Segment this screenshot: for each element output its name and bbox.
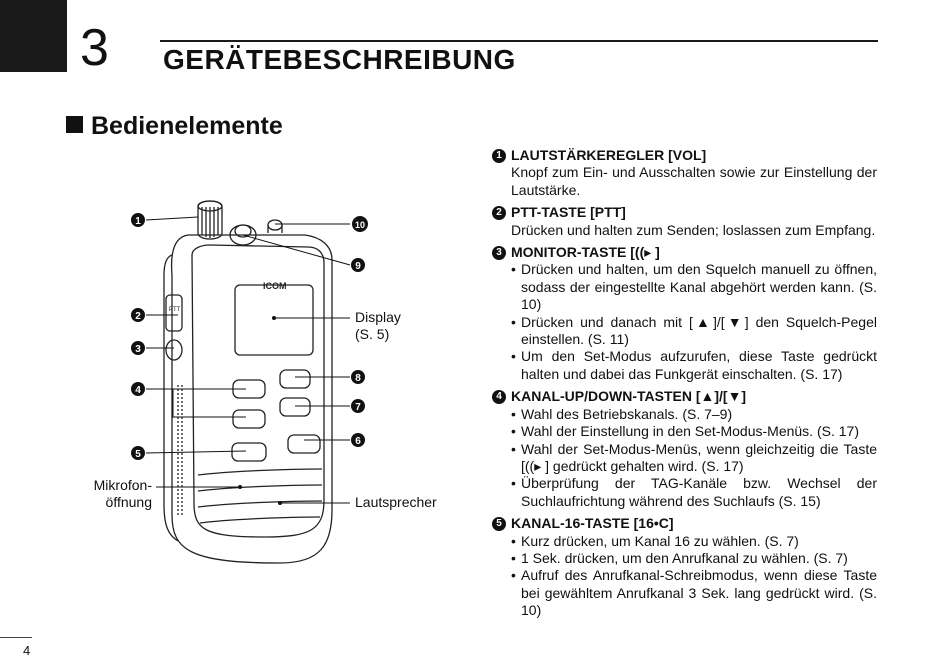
bullet-text: Wahl des Betriebskanals. (S. 7–9) [521,405,733,422]
speaker-grille-4 [200,517,320,523]
button-right-1 [280,370,310,388]
callout-3-text: 3 [135,344,141,355]
channel-knob [268,220,282,230]
callout-2-text: 2 [135,311,141,322]
item-title: MONITOR-TASTE [((▸ ] [511,244,660,261]
page-rule [0,637,32,638]
item-ptt [492,204,877,239]
ptt-text: PTT [169,307,181,313]
list-item: • Um den Set-Modus aufzurufen, diese Taste gedrückt halten und dabei das Funkgerät einschalten. (S. 17) [511,348,877,382]
bullet-text: 1 Sek. drücken, um den Anrufkanal zu wählen. (S. 7) [521,549,848,566]
item-number: 5 [492,517,506,531]
item-number: 2 [492,206,506,220]
list-item: • Wahl des Betriebskanals. (S. 7–9) [492,406,877,423]
list-item: • Überprüfung der TAG-Kanäle bzw. Wechsel der Suchlaufrichtung während des Suchlaufs (S. 15) [511,475,877,509]
ch16-button [232,443,266,461]
bullet-text: Um den Set-Modus aufzurufen, diese Taste gedrückt halten und dabei das Funkgerät einschalten. (S. 17) [521,348,877,382]
page-number: 4 [23,643,31,658]
item-desc: Drücken und halten zum Senden; loslassen zum Empfang. [511,221,876,238]
bullet-text: Drücken und danach mit [▲]/[▼] den Squelch-Pegel einstellen. (S. 11) [521,313,877,348]
speaker-grille-2 [198,485,322,491]
button-right-3 [288,435,320,453]
callout-8-text: 8 [355,373,361,384]
radio-figure [80,185,450,585]
item-monitor [492,244,877,383]
list-item: • 1 Sek. drücken, um den Anrufkanal zu wählen. (S. 7) [492,550,877,567]
bullet-text: Aufruf des Anrufkanal-Schreibmodus, wenn diese Taste bei gewähltem Anrufkanal 3 Sek. lang gedrückt wird. (S. 10) [521,567,877,619]
chapter-rule [160,40,878,42]
item-desc: Knopf zum Ein- und Ausschalten sowie zur Einstellung der Lautstärke. [511,164,877,198]
radio-illustration [80,185,450,585]
speaker-label: Lautsprecher [355,494,437,510]
bullet-text: Kurz drücken, um Kanal 16 zu wählen. (S. 7) [521,532,799,549]
list-item: • Wahl der Set-Modus-Menüs, wenn gleichzeitig die Taste [((▸ ] gedrückt gehalten wird. (S. 17) [511,440,877,474]
list-item: • Kurz drücken, um Kanal 16 zu wählen. (S. 7) [492,533,877,550]
item-title: KANAL-UP/DOWN-TASTEN [▲]/[▼] [511,388,747,405]
bullet-text: Wahl der Einstellung in den Set-Modus-Menüs. (S. 17) [521,423,859,440]
mic-label: Mikrofon- öffnung [93,477,152,510]
bullet-text: Wahl der Set-Modus-Menüs, wenn gleichzeitig die Taste [((▸ ] gedrückt gehalten wird. (S. 17) [521,440,877,474]
square-bullet-icon [66,116,83,133]
chapter-title: GERÄTEBESCHREIBUNG [163,44,516,75]
callout-7-text: 7 [355,402,361,413]
bullet-text: Drücken und halten, um den Squelch manuell zu öffnen, sodass der eingestellte Kanal abgehört werden kann. (S. 10) [521,261,877,313]
item-number: 1 [492,149,506,163]
item-number: 3 [492,246,506,260]
callout-9-text: 9 [355,261,361,272]
display-label: Display (S. 5) [355,309,401,342]
item-volume [492,147,877,199]
chapter-tab [0,0,67,72]
chapter-number: 3 [80,19,109,77]
monitor-button [166,340,182,360]
item-ch16 [492,515,877,619]
section-title-text: Bedienelemente [91,112,283,140]
svg-text:6: 6 [355,436,361,447]
ptt-button [166,295,182,331]
list-item: • Drücken und danach mit [▲]/[▼] den Squelch-Pegel einstellen. (S. 11) [511,313,877,348]
bullet-text: Überprüfung der TAG-Kanäle bzw. Wechsel der Suchlaufrichtung während des Suchlaufs (S. 15) [521,475,877,509]
controls-description [492,147,877,625]
callout-5-text: 5 [135,449,141,460]
speaker-grille-3 [198,501,322,507]
callout-10-text: 10 [354,220,366,230]
callout-4-text: 4 [135,385,141,396]
item-title: LAUTSTÄRKEREGLER [VOL] [511,147,707,163]
radio-front-face [192,245,324,537]
item-channel-updown [492,388,877,510]
section-title [66,112,283,141]
item-number: 4 [492,390,506,404]
list-item: • Drücken und halten, um den Squelch manuell zu öffnen, sodass der eingestellte Kanal abgehört werden kann. (S. 10) [511,261,877,313]
item-title: PTT-TASTE [PTT] [511,204,626,221]
button-right-2 [280,398,310,416]
callout-1-text: 1 [135,216,141,227]
channel-down-button [233,410,265,428]
list-item: • Aufruf des Anrufkanal-Schreibmodus, wenn diese Taste bei gewähltem Anrufkanal 3 Sek. lang gedrückt wird. (S. 10) [511,567,877,619]
list-item: • Wahl der Einstellung in den Set-Modus-Menüs. (S. 17) [492,423,877,440]
brand-text: ICOM [263,281,287,291]
item-title: KANAL-16-TASTE [16•C] [511,515,674,532]
speaker-grille-1 [198,469,322,475]
